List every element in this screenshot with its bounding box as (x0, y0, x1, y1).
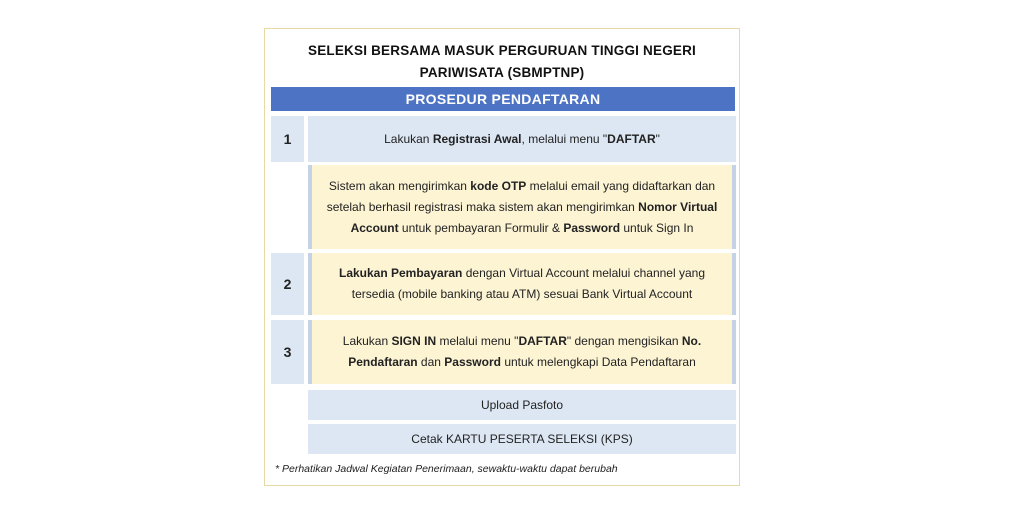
step-number-3: 3 (271, 320, 304, 384)
step-1-info-text: Sistem akan mengirimkan kode OTP melalui email yang didaftarkan dan setelah berhasil registrasi maka sistem akan mengirimkan Nomor Virtual Account untuk pembayaran Formulir & Password untuk Sign In (326, 178, 718, 235)
step-number-2: 2 (271, 253, 304, 315)
page-title-line2: PARIWISATA (SBMPTNP) (419, 65, 585, 80)
print-card-text: Cetak KARTU PESERTA SELEKSI (KPS) (411, 431, 633, 446)
section-banner: PROSEDUR PENDAFTARAN (271, 87, 735, 111)
upload-photo-text: Upload Pasfoto (480, 397, 564, 412)
step-2-cell (308, 253, 736, 315)
step-3-cell (308, 320, 736, 384)
step-3-text: Lakukan SIGN IN melalui menu "DAFTAR" dengan mengisikan No. Pendaftaran dan Password untuk melengkapi Data Pendaftaran (342, 334, 702, 369)
print-card-cell (308, 424, 736, 454)
procedure-card (264, 28, 740, 486)
page-title-line1: SELEKSI BERSAMA MASUK PERGURUAN TINGGI NEGERI (307, 43, 697, 58)
upload-photo-cell (308, 390, 736, 420)
step-1-cell (308, 116, 736, 162)
step-1-info-cell (308, 165, 736, 249)
step-number-1: 1 (271, 116, 304, 162)
step-2-text: Lakukan Pembayaran dengan Virtual Account melalui channel yang tersedia (mobile banking atau ATM) sesuai Bank Virtual Account (338, 266, 706, 301)
footnote: * Perhatikan Jadwal Kegiatan Penerimaan, sewaktu-waktu dapat berubah (275, 463, 618, 475)
step-1-text: Lakukan Registrasi Awal, melalui menu "DAFTAR" (384, 131, 660, 146)
